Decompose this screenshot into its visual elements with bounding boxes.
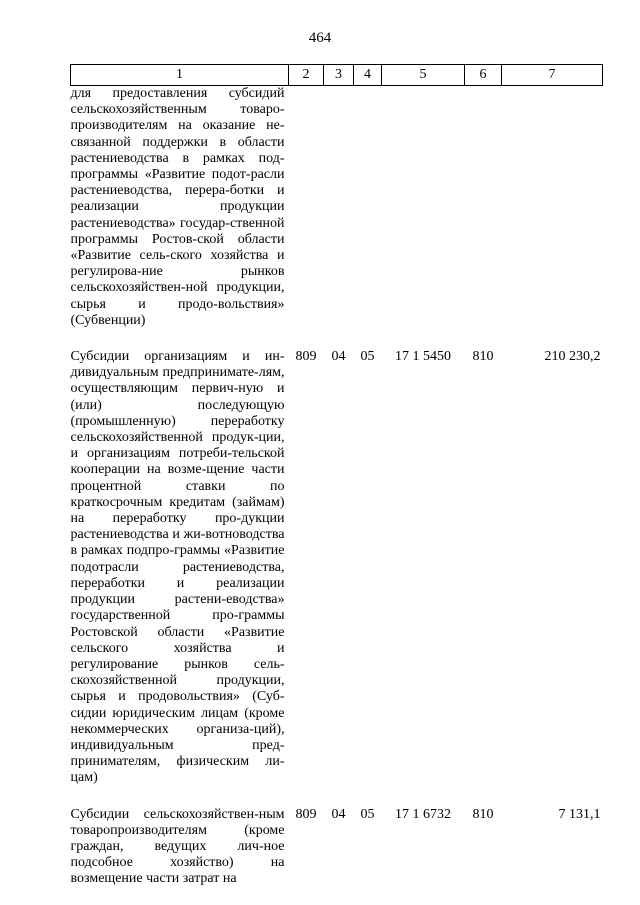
- row-code-ministry: 809: [295, 349, 317, 365]
- row-code-expense-type: [465, 86, 502, 330]
- row-code-target: [382, 86, 465, 330]
- table-row: [71, 86, 603, 330]
- row-code-subsection: 05: [360, 349, 375, 365]
- budget-table: [70, 64, 603, 888]
- row-amount: 7 131,1: [558, 806, 601, 822]
- column-header-2: 2: [289, 65, 324, 86]
- row-spacer: [71, 787, 603, 807]
- row-code-subsection: [354, 86, 382, 330]
- row-code-expense-type: 810: [472, 349, 494, 365]
- row-code-target: 17 1 5450: [395, 349, 451, 365]
- table-header: [71, 65, 603, 86]
- column-header-4: 4: [354, 65, 382, 86]
- row-description: для предоставления субсидий сельскохозяйственным товаро-производителям на оказание не-связанной поддержки в области растениеводства в рамках под-программы «Развитие подот-расли растениеводства, перера-ботки и реализации продукции растениеводства» государ-ственной программы Ростов-ской области «Развитие сель-ского хозяйства и регулирова-ние рынков сельскохозяйствен-ной продукции, сырья и продо-вольствия» (Субвенции): [70, 86, 285, 328]
- column-header-3: 3: [324, 65, 354, 86]
- table-body: [71, 86, 603, 888]
- table-row: [71, 807, 603, 888]
- header-row: [71, 65, 603, 86]
- table-row: [71, 349, 603, 786]
- row-description: Субсидии организациям и ин-дивидуальным предпринимате-лям, осуществляющим первич-ную и (или) последующую (промышленную) переработку сельскохозяйственной продук-ции, и организациям потреби-тельской кооперации на возме-щение части процентной ставки по краткосрочным кредитам (займам) на переработку про-дукции растениеводства и жи-вотноводства в рамках подпро-граммы «Развитие подотрасли растениеводства, переработки и реализации продукции растени-еводства» государственной про-граммы Ростовской области «Развитие сельского хозяйства и регулирование рынков сель-скохозяйственной продукции, сырья и продовольствия» (Суб-сидии юридическим лицам (кроме некоммерческих организа-ций), индивидуальным пред-принимателям, физическим ли-цам): [70, 349, 285, 786]
- row-code-subsection: 05: [360, 806, 375, 822]
- row-code-ministry: [289, 86, 324, 330]
- row-code-target: 17 1 6732: [395, 806, 451, 822]
- row-code-ministry: 809: [295, 806, 317, 822]
- row-amount: [502, 86, 603, 330]
- row-code-section: [324, 86, 354, 330]
- row-amount: 210 230,2: [544, 349, 601, 365]
- column-header-1: 1: [71, 65, 289, 86]
- row-spacer: [71, 329, 603, 349]
- row-code-expense-type: 810: [472, 806, 494, 822]
- column-header-6: 6: [465, 65, 502, 86]
- row-code-section: 04: [331, 349, 346, 365]
- column-header-5: 5: [382, 65, 465, 86]
- page-number: 464: [308, 30, 332, 46]
- column-header-7: 7: [502, 65, 603, 86]
- row-description: Субсидии сельскохозяйствен-ным товаропроизводителям (кроме граждан, ведущих лич-ное подсобное хозяйство) на возмещение части затрат на: [70, 806, 285, 887]
- row-code-section: 04: [331, 806, 346, 822]
